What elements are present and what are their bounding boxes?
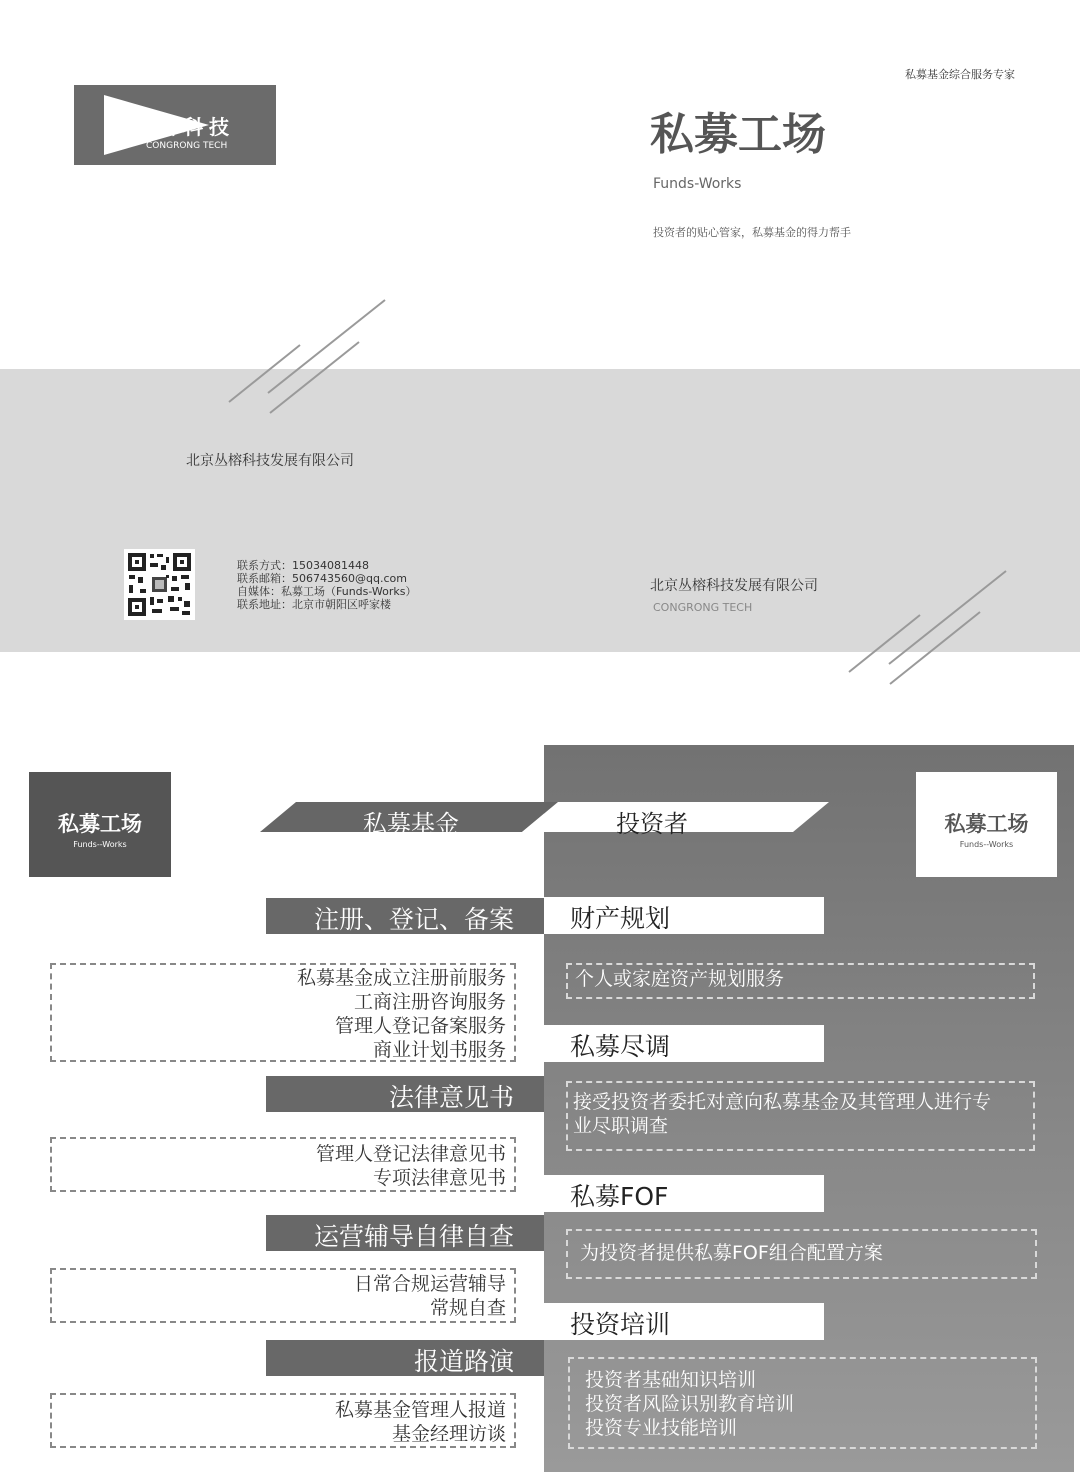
contact-address: 联系地址：北京市朝阳区呼家楼 — [237, 598, 391, 611]
list-item: 投资者基础知识培训 — [585, 1369, 757, 1391]
list-item: 日常合规运营辅导 — [353, 1273, 506, 1295]
section-title: 财产规划 — [570, 904, 671, 933]
section-operation-guidance — [266, 1215, 544, 1251]
list-item: 常规自查 — [429, 1297, 506, 1319]
section-registration — [266, 898, 544, 934]
section-title: 注册、登记、备案 — [313, 905, 514, 934]
section-title: 投资培训 — [570, 1310, 671, 1339]
tab-investors: 投资者 — [616, 810, 688, 838]
operation-items — [66, 1272, 506, 1320]
badge-subtitle: Funds--Works — [959, 840, 1014, 849]
registration-items — [66, 966, 506, 1062]
section-fof — [544, 1175, 824, 1212]
fof-items — [580, 1241, 883, 1265]
section-title: 私募FOF — [570, 1182, 669, 1211]
due-diligence-items — [573, 1090, 991, 1138]
badge-subtitle: Funds--Works — [73, 840, 127, 849]
list-item: 业尽职调查 — [573, 1115, 669, 1137]
badge-title: 私募工场 — [58, 812, 142, 836]
legal-items — [66, 1142, 506, 1190]
list-item: 专项法律意见书 — [372, 1167, 506, 1189]
section-due-diligence — [544, 1025, 824, 1062]
company-name: 北京丛榕科技发展有限公司 — [186, 453, 354, 469]
roadshow-items — [66, 1398, 506, 1446]
list-item: 管理人登记备案服务 — [334, 1015, 506, 1037]
list-item: 私募基金成立注册前服务 — [296, 967, 506, 989]
section-title: 报道路演 — [413, 1347, 514, 1376]
tagline: 私募基金综合服务专家 — [905, 68, 1015, 81]
wealth-planning-items — [575, 967, 784, 991]
section-legal-opinion — [266, 1076, 544, 1112]
list-item: 私募基金管理人报道 — [334, 1399, 506, 1421]
list-item: 投资者风险识别教育培训 — [585, 1393, 795, 1415]
list-item: 为投资者提供私募FOF组合配置方案 — [580, 1242, 883, 1264]
list-item: 商业计划书服务 — [372, 1039, 506, 1061]
brand-slogan: 投资者的贴心管家，私募基金的得力帮手 — [653, 226, 851, 239]
brand-english: Funds-Works — [653, 176, 742, 192]
training-items — [585, 1368, 794, 1440]
logo-subtitle: CONGRONG TECH — [146, 141, 228, 151]
list-item: 基金经理访谈 — [391, 1423, 506, 1445]
tab-private-funds: 私募基金 — [363, 810, 459, 838]
section-wealth-planning — [544, 897, 824, 934]
list-item: 管理人登记法律意见书 — [315, 1143, 506, 1165]
list-item: 个人或家庭资产规划服务 — [575, 968, 785, 990]
section-roadshow — [266, 1340, 544, 1376]
company-english-name: CONGRONG TECH — [653, 601, 753, 614]
contact-email: 联系邮箱：506743560@qq.com — [237, 572, 407, 585]
company-name-secondary: 北京丛榕科技发展有限公司 — [650, 578, 818, 594]
section-title: 法律意见书 — [388, 1083, 514, 1112]
list-item: 投资专业技能培训 — [585, 1417, 738, 1439]
list-item: 接受投资者委托对意向私募基金及其管理人进行专 — [573, 1091, 992, 1113]
brand-title: 私募工场 — [650, 109, 826, 160]
section-title: 私募尽调 — [570, 1032, 671, 1061]
section-title: 运营辅导自律自查 — [313, 1222, 514, 1251]
logo-name: 丛榕科技 — [131, 115, 235, 139]
list-item: 工商注册咨询服务 — [353, 991, 506, 1013]
contact-phone: 联系方式：15034081448 — [237, 559, 369, 572]
badge-title: 私募工场 — [944, 812, 1029, 836]
contact-media: 自媒体：私募工场（Funds-Works） — [237, 585, 417, 598]
section-investment-training — [544, 1303, 824, 1340]
